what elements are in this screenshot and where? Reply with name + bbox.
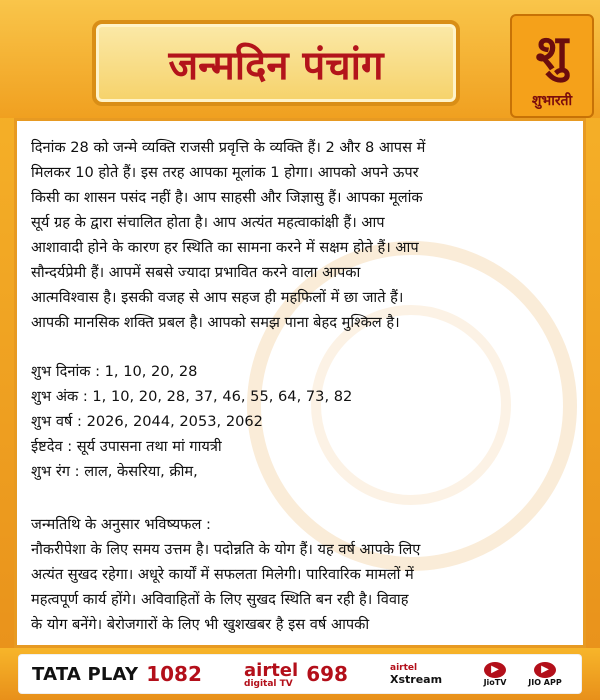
shubh-ank: शुभ अंक : 1, 10, 20, 28, 37, 46, 55, 64, 73, 82 <box>31 388 353 405</box>
auspicious-details <box>31 359 575 484</box>
brand-name: शुभारती <box>531 93 573 109</box>
jioapp-app[interactable] <box>528 660 562 688</box>
shubh-varsh: शुभ वर्ष : 2026, 2044, 2053, 2062 <box>31 413 263 430</box>
intro-line: सूर्य ग्रह के द्वारा संचालित होता है। आप अत्यंत महत्वाकांक्षी हैं। आप <box>31 214 385 231</box>
airtel-xstream-top: airtel <box>390 663 418 673</box>
intro-line: आशावादी होने के कारण हर स्थिति का सामना करने में सक्षम होते हैं। आप <box>31 239 419 256</box>
forecast-line: महत्वपूर्ण कार्य होंगे। अविवाहितों के लिए सुखद स्थिति बन रही है। विवाह <box>31 591 409 608</box>
forecast-heading: जन्मतिथि के अनुसार भविष्यफल : <box>31 516 211 533</box>
shubh-rang: शुभ रंग : लाल, केसरिया, क्रीम, <box>31 463 198 480</box>
intro-line: सौन्दर्यप्रेमी हैं। आपमें सबसे ज्यादा प्रभावित करने वाला आपका <box>31 264 361 281</box>
forecast-line: अत्यंत सुखद रहेगा। अधूरे कार्यों में सफलता मिलेगी। पारिवारिक मामलों में <box>31 566 414 583</box>
tataplay-logo: TATA PLAY <box>32 663 139 685</box>
intro-line: आत्मविश्वास है। इसकी वजह से आप सहज ही महफिलों में छा जाते हैं। <box>31 289 404 306</box>
jiotv-icon: ▶ <box>484 662 506 678</box>
airtel-digital-logo <box>244 660 298 689</box>
jioapp-label: JIO APP <box>528 677 562 687</box>
intro-line: आपकी मानसिक शक्ति प्रबल है। आपको समझ पाना बेहद मुश्किल है। <box>31 314 400 331</box>
tataplay-number: 1082 <box>146 662 202 686</box>
intro-paragraph <box>31 135 575 335</box>
forecast-line: नौकरीपेशा के लिए समय उत्तम है। पदोन्नति के योग हैं। यह वर्ष आपके लिए <box>31 541 421 558</box>
airtel-xstream-logo <box>390 662 442 686</box>
forecast-section <box>31 512 575 637</box>
intro-line: किसी का शासन पसंद नहीं है। आप साहसी और जिज्ञासु हैं। आपका मूलांक <box>31 189 423 206</box>
airtel-xstream-wordmark: Xstream <box>390 673 443 686</box>
channel-strip <box>18 654 582 694</box>
jiotv-label: JioTV <box>483 677 507 687</box>
page-title: जन्मदिन पंचांग <box>168 41 384 89</box>
intro-line: मिलकर 10 होते हैं। इस तरह आपका मूलांक 1 होगा। आपको अपने ऊपर <box>31 164 419 181</box>
airtel-number: 698 <box>306 662 348 686</box>
brand-mark: शु <box>535 24 569 81</box>
ishtdev: ईष्टदेव : सूर्य उपासना तथा मां गायत्री <box>31 438 222 455</box>
jiotv-app[interactable] <box>478 660 512 688</box>
article-text <box>31 135 575 648</box>
airtel-digital-channel[interactable] <box>244 658 348 690</box>
airtel-digital-subtitle: digital TV <box>244 678 293 689</box>
airtel-xstream-channel[interactable] <box>390 658 442 690</box>
brand-logo[interactable] <box>510 14 594 118</box>
shubh-dinank: शुभ दिनांक : 1, 10, 20, 28 <box>31 363 198 380</box>
jioapp-icon: ▶ <box>534 662 556 678</box>
forecast-line: के योग बनेंगे। बेरोजगारों के लिए भी खुशखबर है इस वर्ष आपकी <box>31 616 370 633</box>
airtel-digital-wordmark: airtel <box>244 659 299 681</box>
intro-line: दिनांक 28 को जन्मे व्यक्ति राजसी प्रवृत्ति के व्यक्ति हैं। 2 और 8 आपस में <box>31 139 426 156</box>
title-banner <box>92 20 460 106</box>
content-card <box>14 118 586 648</box>
tataplay-channel[interactable] <box>32 658 202 690</box>
